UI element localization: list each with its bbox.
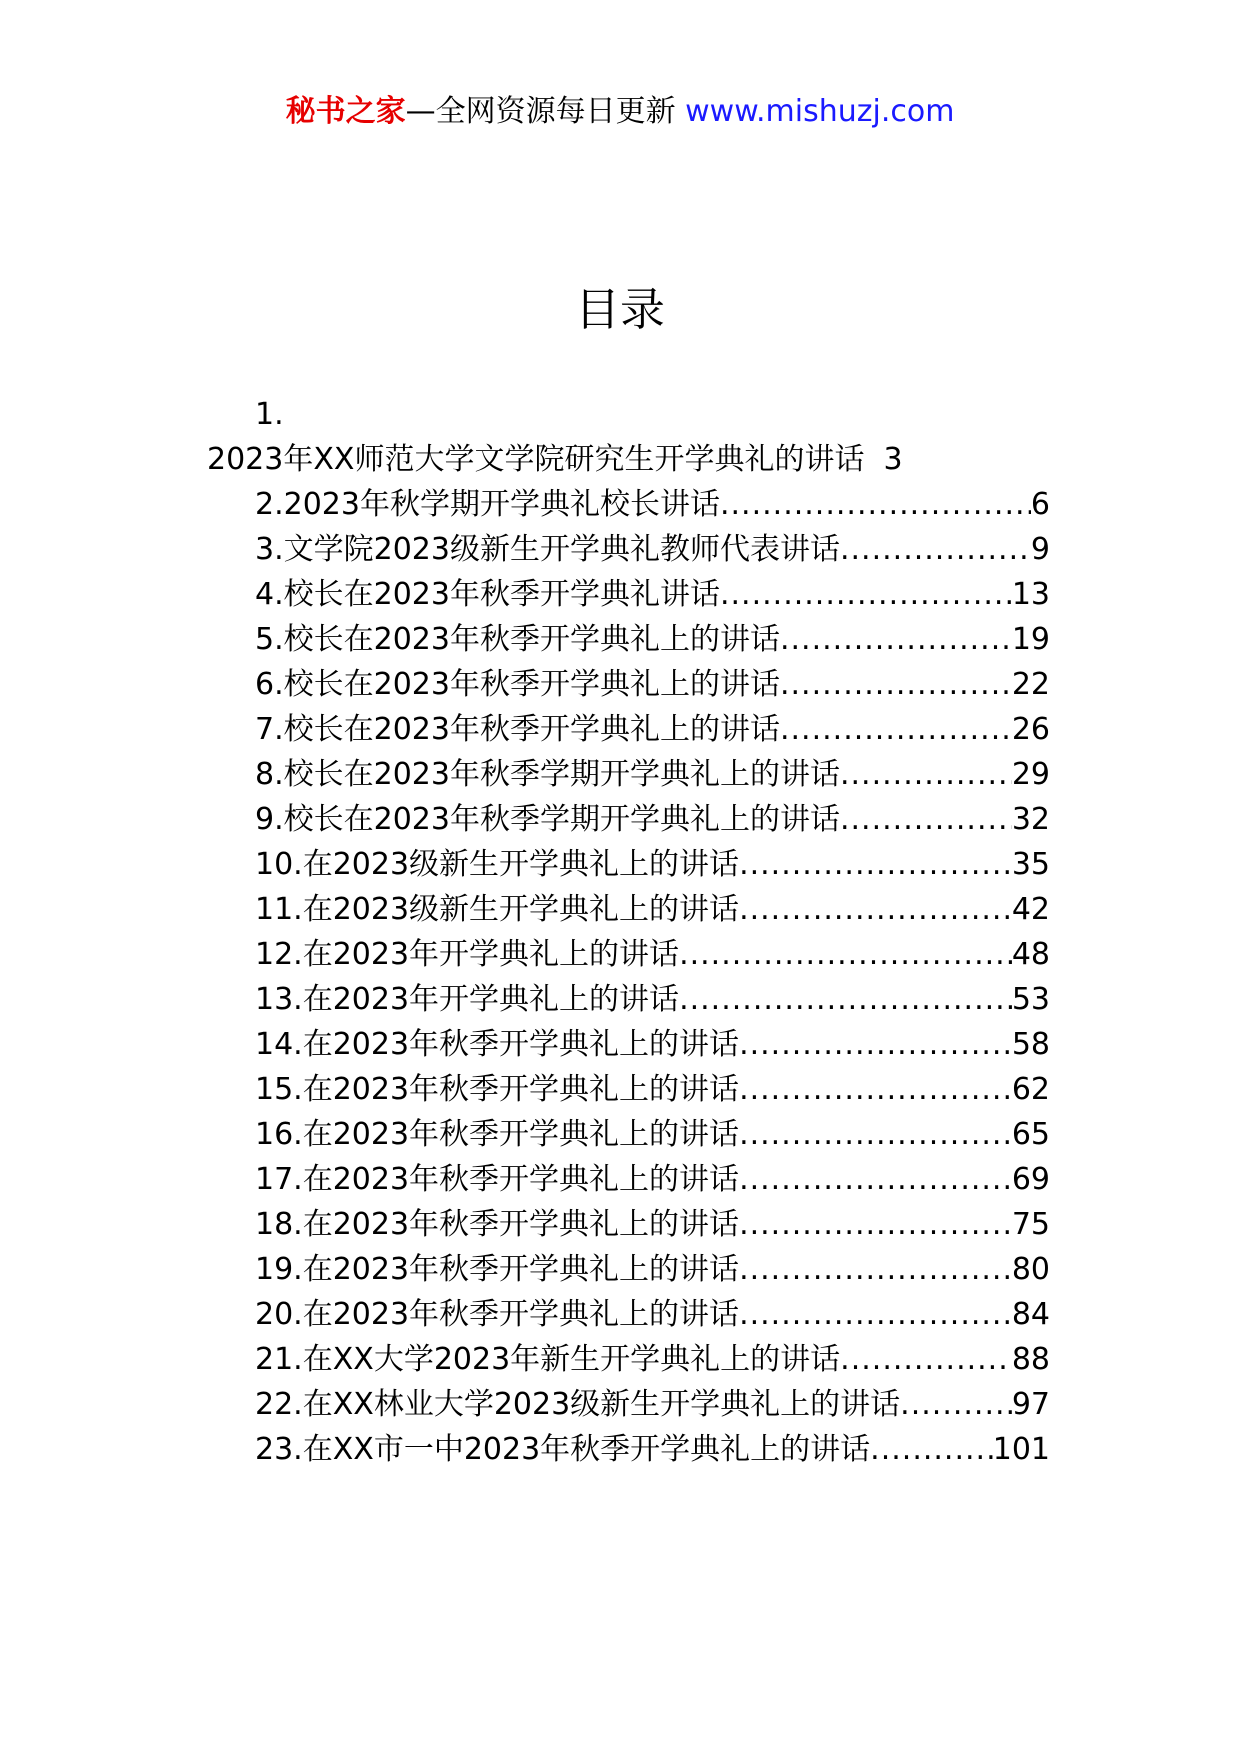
toc-leader-dots <box>739 1157 1012 1202</box>
toc-item-title: 21.在XX大学2023年新生开学典礼上的讲话 <box>255 1342 841 1377</box>
toc-leader-dots <box>739 1022 1012 1067</box>
toc-item-page: 88 <box>1011 1342 1050 1377</box>
toc-leader-dots <box>870 1427 993 1472</box>
toc-item-title: 23.在XX市一中2023年秋季开学典礼上的讲话 <box>255 1432 871 1467</box>
page-header <box>0 92 1240 132</box>
toc-item[interactable] <box>255 1247 1050 1292</box>
toc-leader-dots <box>739 1292 1012 1337</box>
toc-item[interactable] <box>255 527 1050 572</box>
toc-item-title: 22.在XX林业大学2023级新生开学典礼上的讲话 <box>255 1387 901 1422</box>
toc-item-page: 84 <box>1011 1297 1050 1332</box>
toc-item[interactable] <box>255 752 1050 797</box>
toc-item-title: 9.校长在2023年秋季学期开学典礼上的讲话 <box>255 802 840 837</box>
toc-leader-dots <box>720 572 1012 617</box>
toc-item-page: 6 <box>1030 487 1050 522</box>
toc-leader-dots <box>780 707 1012 752</box>
toc-list <box>255 482 1050 1472</box>
toc-item-title: 8.校长在2023年秋季学期开学典礼上的讲话 <box>255 757 840 792</box>
toc-item-page: 48 <box>1011 937 1050 972</box>
toc-item-1-title: 2023年XX师范大学文学院研究生开学典礼的讲话 <box>207 442 865 477</box>
toc-item[interactable] <box>255 1022 1050 1067</box>
toc-leader-dots <box>840 752 1012 797</box>
toc-item[interactable] <box>255 977 1050 1022</box>
table-of-contents <box>207 392 1050 1472</box>
toc-item[interactable] <box>255 932 1050 977</box>
toc-item[interactable] <box>255 1112 1050 1157</box>
toc-item-page: 19 <box>1011 622 1050 657</box>
toc-item-title: 20.在2023年秋季开学典礼上的讲话 <box>255 1297 740 1332</box>
toc-leader-dots <box>739 842 1012 887</box>
toc-leader-dots <box>739 1202 1012 1247</box>
toc-item-page: 53 <box>1011 982 1050 1017</box>
toc-item-title: 14.在2023年秋季开学典礼上的讲话 <box>255 1027 740 1062</box>
toc-item[interactable] <box>255 662 1050 707</box>
toc-item-page: 62 <box>1011 1072 1050 1107</box>
toc-leader-dots <box>739 1067 1012 1112</box>
toc-item-page: 65 <box>1011 1117 1050 1152</box>
toc-item-page: 97 <box>1011 1387 1050 1422</box>
toc-leader-dots <box>679 977 1012 1022</box>
toc-item[interactable] <box>255 887 1050 932</box>
toc-item-title: 19.在2023年秋季开学典礼上的讲话 <box>255 1252 740 1287</box>
toc-leader-dots <box>739 1247 1012 1292</box>
toc-item-title: 5.校长在2023年秋季开学典礼上的讲话 <box>255 622 780 657</box>
page-title: 目录 <box>574 283 665 336</box>
toc-item[interactable] <box>255 1292 1050 1337</box>
site-url-link[interactable]: www.mishuzj.com <box>685 94 955 129</box>
toc-item[interactable] <box>255 617 1050 662</box>
toc-leader-dots <box>720 482 1031 527</box>
toc-item-page: 69 <box>1011 1162 1050 1197</box>
toc-item-page: 42 <box>1011 892 1050 927</box>
toc-item-page: 35 <box>1011 847 1050 882</box>
toc-item-page: 13 <box>1011 577 1050 612</box>
toc-item-page: 58 <box>1011 1027 1050 1062</box>
toc-item[interactable] <box>255 572 1050 617</box>
toc-item-title: 7.校长在2023年秋季开学典礼上的讲话 <box>255 712 780 747</box>
toc-item[interactable] <box>255 797 1050 842</box>
toc-item[interactable] <box>255 1157 1050 1202</box>
toc-item-page: 75 <box>1011 1207 1050 1242</box>
toc-item-title: 6.校长在2023年秋季开学典礼上的讲话 <box>255 667 780 702</box>
toc-item-title: 2.2023年秋学期开学典礼校长讲话 <box>255 487 720 522</box>
toc-item-title: 15.在2023年秋季开学典礼上的讲话 <box>255 1072 740 1107</box>
toc-item[interactable] <box>255 1337 1050 1382</box>
toc-item-title: 10.在2023级新生开学典礼上的讲话 <box>255 847 740 882</box>
toc-leader-dots <box>840 527 1031 572</box>
toc-item-1-number[interactable]: 1. <box>255 397 284 432</box>
toc-item[interactable] <box>255 842 1050 887</box>
toc-item-title: 11.在2023级新生开学典礼上的讲话 <box>255 892 740 927</box>
toc-item[interactable] <box>255 1382 1050 1427</box>
toc-item-title: 12.在2023年开学典礼上的讲话 <box>255 937 680 972</box>
toc-leader-dots <box>739 1112 1012 1157</box>
toc-item-page: 32 <box>1011 802 1050 837</box>
toc-item-title: 17.在2023年秋季开学典礼上的讲话 <box>255 1162 740 1197</box>
toc-item[interactable] <box>255 1427 1050 1472</box>
toc-item-title: 3.文学院2023级新生开学典礼教师代表讲话 <box>255 532 840 567</box>
toc-leader-dots <box>739 887 1012 932</box>
toc-item-title: 4.校长在2023年秋季开学典礼讲话 <box>255 577 720 612</box>
toc-item-page: 80 <box>1011 1252 1050 1287</box>
toc-item-title: 18.在2023年秋季开学典礼上的讲话 <box>255 1207 740 1242</box>
toc-leader-dots <box>780 617 1012 662</box>
toc-item-page: 9 <box>1030 532 1050 567</box>
toc-item[interactable] <box>255 1202 1050 1247</box>
toc-leader-dots <box>900 1382 1012 1427</box>
toc-leader-dots <box>679 932 1012 977</box>
toc-item[interactable] <box>255 707 1050 752</box>
toc-item[interactable] <box>255 482 1050 527</box>
toc-item-1[interactable] <box>207 437 1050 482</box>
toc-item-page: 29 <box>1011 757 1050 792</box>
toc-leader-dots <box>840 797 1012 842</box>
header-slogan: —全网资源每日更新 <box>405 94 676 129</box>
toc-item-page: 101 <box>992 1432 1050 1467</box>
toc-item-page: 22 <box>1011 667 1050 702</box>
toc-item-page: 26 <box>1011 712 1050 747</box>
toc-item-title: 13.在2023年开学典礼上的讲话 <box>255 982 680 1017</box>
toc-leader-dots <box>840 1337 1012 1382</box>
brand-name: 秘书之家 <box>285 94 406 129</box>
toc-leader-dots <box>780 662 1012 707</box>
toc-item-1-page: 3 <box>883 442 903 477</box>
toc-item-title: 16.在2023年秋季开学典礼上的讲话 <box>255 1117 740 1152</box>
toc-item[interactable] <box>255 1067 1050 1112</box>
